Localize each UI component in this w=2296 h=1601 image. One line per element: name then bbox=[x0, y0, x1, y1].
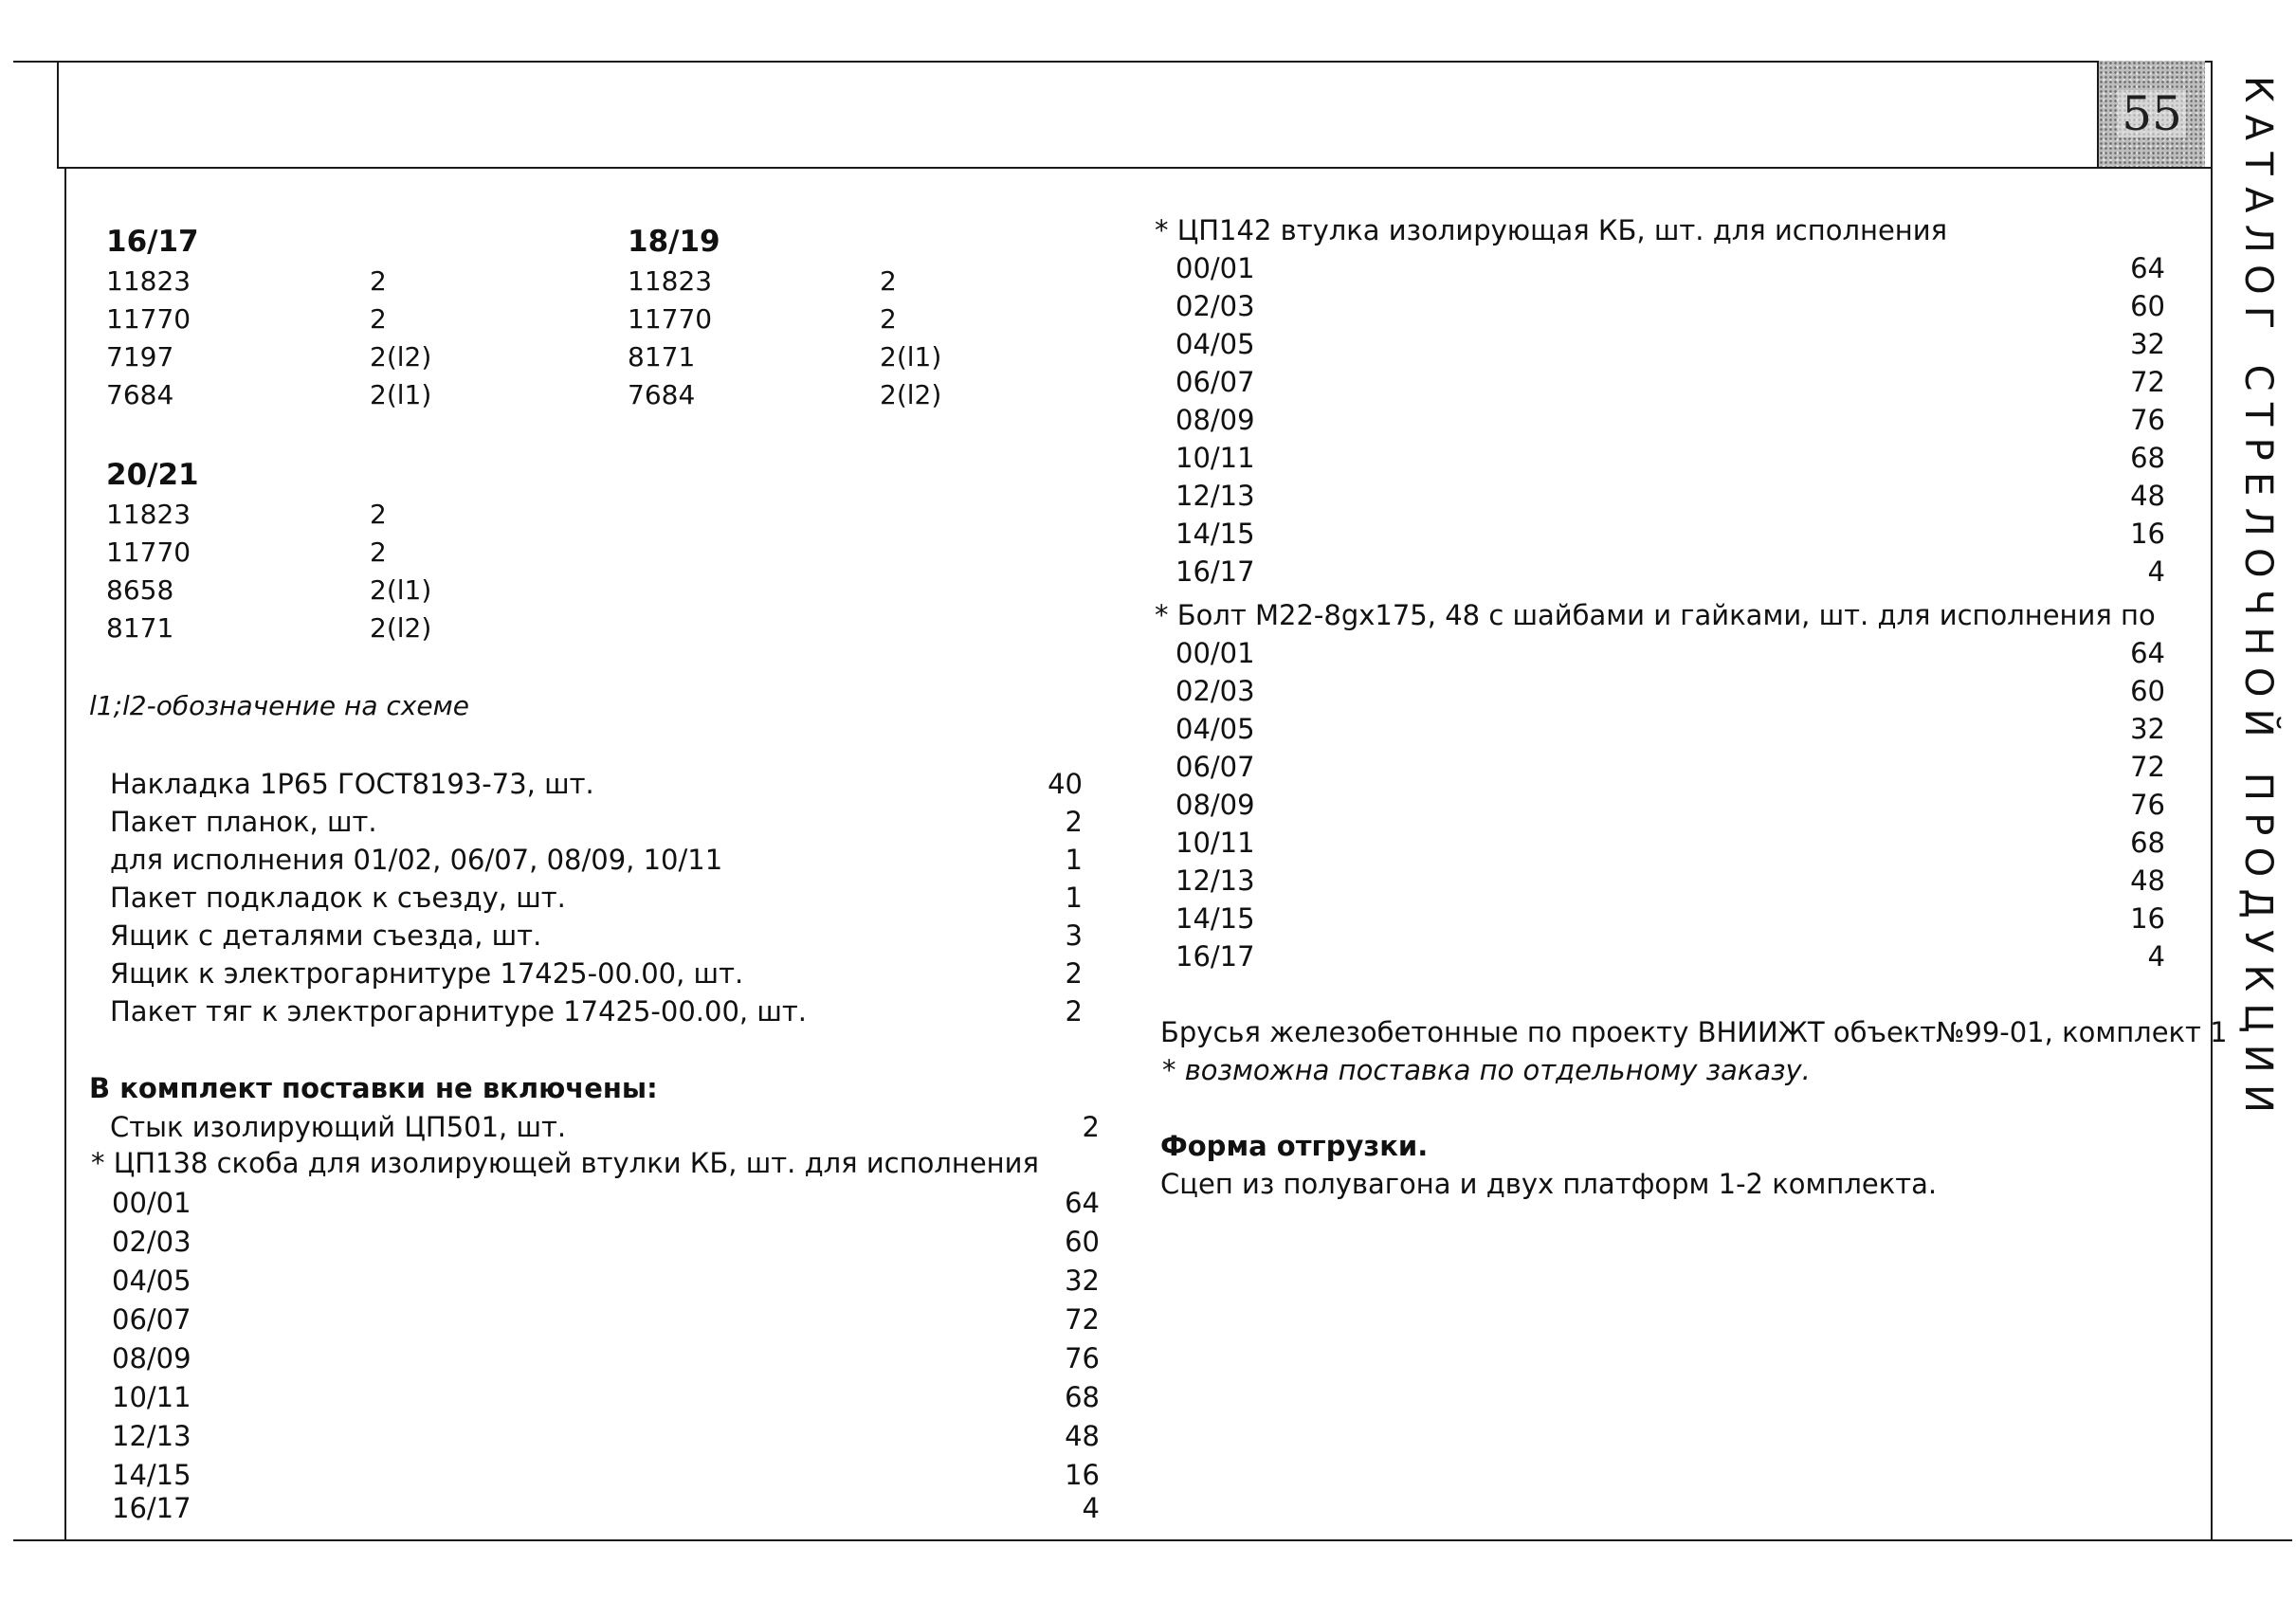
qty: 32 bbox=[2130, 713, 2165, 745]
variant: 16/17 bbox=[1175, 555, 1255, 588]
variant: 04/05 bbox=[1175, 328, 1255, 360]
page-number-badge bbox=[2097, 61, 2205, 167]
qty: 60 bbox=[1065, 1226, 1100, 1258]
item-label: Ящик к электрогарнитуре 17425-00.00, шт. bbox=[110, 957, 744, 990]
group-count: 2(l1) bbox=[370, 574, 432, 606]
table-row bbox=[112, 1379, 1100, 1415]
sleepers-line: Брусья железобетонные по проекту ВНИИЖТ объект№99-01, комплект 1 bbox=[1160, 1016, 2228, 1048]
variant: 08/09 bbox=[112, 1342, 191, 1374]
table-row bbox=[1175, 288, 2165, 324]
qty: 32 bbox=[2130, 328, 2165, 360]
item-label: Пакет планок, шт. bbox=[110, 806, 377, 838]
group-title: 20/21 bbox=[106, 458, 199, 492]
item-qty: 2 bbox=[1065, 957, 1083, 990]
group-count: 2 bbox=[370, 265, 387, 297]
table-row bbox=[1175, 711, 2165, 747]
table-row bbox=[1175, 554, 2165, 590]
group-count: 2 bbox=[370, 499, 387, 530]
bolt-title: * Болт М22-8gх175, 48 с шайбами и гайками, шт. для исполнения по bbox=[1155, 599, 2156, 631]
item-label: Пакет тяг к электрогарнитуре 17425-00.00, шт. bbox=[110, 995, 807, 1028]
qty: 4 bbox=[2147, 555, 2165, 588]
group-count: 2 bbox=[880, 303, 897, 335]
table-row bbox=[1175, 901, 2165, 937]
qty: 60 bbox=[2130, 290, 2165, 322]
qty: 16 bbox=[2130, 518, 2165, 550]
group-code: 11823 bbox=[106, 499, 191, 530]
table-row bbox=[112, 1185, 1100, 1221]
group-count: 2(l2) bbox=[880, 379, 942, 410]
variant: 06/07 bbox=[112, 1303, 191, 1336]
variant: 12/13 bbox=[1175, 480, 1255, 512]
qty: 72 bbox=[1065, 1303, 1100, 1336]
variant: 14/15 bbox=[112, 1459, 191, 1491]
table-row bbox=[1175, 673, 2165, 709]
group-count: 2(l2) bbox=[370, 612, 432, 644]
item-label: для исполнения 01/02, 06/07, 08/09, 10/11 bbox=[110, 844, 723, 876]
shipping-text: Сцеп из полувагона и двух платформ 1-2 комплекта. bbox=[1160, 1168, 1938, 1200]
list-item bbox=[110, 766, 1083, 802]
table-row bbox=[112, 1490, 1100, 1526]
variant: 16/17 bbox=[112, 1492, 191, 1524]
item-qty: 2 bbox=[1082, 1111, 1100, 1143]
variant: 06/07 bbox=[1175, 751, 1255, 783]
variant: 14/15 bbox=[1175, 518, 1255, 550]
variant: 00/01 bbox=[1175, 252, 1255, 284]
variant: 16/17 bbox=[1175, 940, 1255, 973]
variant: 00/01 bbox=[1175, 637, 1255, 669]
side-title bbox=[2210, 76, 2295, 1125]
list-item bbox=[110, 842, 1083, 878]
variant: 04/05 bbox=[1175, 713, 1255, 745]
variant: 10/11 bbox=[112, 1381, 191, 1413]
qty: 4 bbox=[1082, 1492, 1100, 1524]
list-item bbox=[110, 1109, 1100, 1145]
group-code: 11770 bbox=[106, 303, 191, 335]
list-item bbox=[110, 880, 1083, 916]
group-code: 11823 bbox=[628, 265, 713, 297]
table-row bbox=[112, 1418, 1100, 1454]
item-label: Ящик с деталями съезда, шт. bbox=[110, 919, 542, 952]
group-count: 2(l1) bbox=[880, 341, 942, 373]
sleepers-note: * возможна поставка по отдельному заказу. bbox=[1162, 1054, 1811, 1086]
variant: 00/01 bbox=[112, 1187, 191, 1219]
variant: 08/09 bbox=[1175, 789, 1255, 821]
group-title: 18/19 bbox=[628, 225, 720, 259]
variant: 12/13 bbox=[112, 1420, 191, 1452]
table-row bbox=[1175, 326, 2165, 362]
list-item bbox=[110, 993, 1083, 1029]
item-qty: 40 bbox=[1048, 768, 1083, 800]
group-code: 7197 bbox=[106, 341, 174, 373]
qty: 72 bbox=[2130, 751, 2165, 783]
table-row bbox=[112, 1340, 1100, 1376]
table-row bbox=[112, 1301, 1100, 1337]
variant: 14/15 bbox=[1175, 902, 1255, 935]
table-row bbox=[1175, 787, 2165, 823]
group-count: 2 bbox=[370, 303, 387, 335]
group-code: 8171 bbox=[628, 341, 696, 373]
qty: 48 bbox=[2130, 480, 2165, 512]
item-qty: 1 bbox=[1065, 844, 1083, 876]
list-item bbox=[110, 918, 1083, 954]
top-rule bbox=[13, 61, 2213, 63]
table-row bbox=[1175, 478, 2165, 514]
item-qty: 2 bbox=[1065, 995, 1083, 1028]
bracket-title: * ЦП138 скоба для изолирующей втулки КБ, шт. для исполнения bbox=[91, 1147, 1039, 1179]
qty: 68 bbox=[2130, 442, 2165, 474]
qty: 64 bbox=[1065, 1187, 1100, 1219]
list-item bbox=[110, 804, 1083, 840]
group-count: 2 bbox=[370, 537, 387, 568]
item-qty: 3 bbox=[1065, 919, 1083, 952]
variant: 12/13 bbox=[1175, 864, 1255, 897]
table-row bbox=[1175, 749, 2165, 785]
table-row bbox=[1175, 825, 2165, 861]
qty: 76 bbox=[2130, 789, 2165, 821]
variant: 02/03 bbox=[1175, 675, 1255, 707]
bushing-title: * ЦП142 втулка изолирующая КБ, шт. для исполнения bbox=[1155, 214, 1948, 246]
qty: 64 bbox=[2130, 637, 2165, 669]
item-label: Стык изолирующий ЦП501, шт. bbox=[110, 1111, 567, 1143]
left-frame-rule bbox=[57, 61, 59, 169]
table-row bbox=[1175, 938, 2165, 974]
variant: 10/11 bbox=[1175, 827, 1255, 859]
group-code: 7684 bbox=[106, 379, 174, 410]
table-row bbox=[112, 1263, 1100, 1299]
variant: 08/09 bbox=[1175, 404, 1255, 436]
qty: 76 bbox=[2130, 404, 2165, 436]
qty: 60 bbox=[2130, 675, 2165, 707]
bottom-rule bbox=[13, 1539, 2292, 1541]
item-qty: 2 bbox=[1065, 806, 1083, 838]
legend-note: l1;l2-обозначение на схеме bbox=[89, 690, 469, 721]
item-qty: 1 bbox=[1065, 882, 1083, 914]
qty: 4 bbox=[2147, 940, 2165, 973]
qty: 68 bbox=[2130, 827, 2165, 859]
group-code: 8658 bbox=[106, 574, 174, 606]
shipping-heading: Форма отгрузки. bbox=[1160, 1130, 1429, 1162]
not-included-heading: В комплект поставки не включены: bbox=[89, 1072, 658, 1104]
qty: 16 bbox=[1065, 1459, 1100, 1491]
qty: 68 bbox=[1065, 1381, 1100, 1413]
variant: 02/03 bbox=[112, 1226, 191, 1258]
group-code: 8171 bbox=[106, 612, 174, 644]
variant: 06/07 bbox=[1175, 366, 1255, 398]
table-row bbox=[112, 1224, 1100, 1260]
group-code: 11770 bbox=[106, 537, 191, 568]
item-label: Накладка 1Р65 ГОСТ8193-73, шт. bbox=[110, 768, 594, 800]
header-bottom-rule bbox=[57, 167, 2213, 169]
table-row bbox=[1175, 364, 2165, 400]
group-count: 2 bbox=[880, 265, 897, 297]
group-count: 2(l2) bbox=[370, 341, 432, 373]
side-title-text: КАТАЛОГ СТРЕЛОЧНОЙ ПРОДУКЦИИ bbox=[2236, 76, 2280, 1125]
qty: 16 bbox=[2130, 902, 2165, 935]
table-row bbox=[1175, 440, 2165, 476]
qty: 48 bbox=[1065, 1420, 1100, 1452]
table-row bbox=[1175, 863, 2165, 899]
qty: 32 bbox=[1065, 1264, 1100, 1297]
qty: 72 bbox=[2130, 366, 2165, 398]
page-number: 55 bbox=[2118, 90, 2186, 137]
group-code: 7684 bbox=[628, 379, 696, 410]
variant: 02/03 bbox=[1175, 290, 1255, 322]
list-item bbox=[110, 955, 1083, 992]
table-row bbox=[1175, 250, 2165, 286]
variant: 10/11 bbox=[1175, 442, 1255, 474]
group-title: 16/17 bbox=[106, 225, 199, 259]
table-row bbox=[1175, 635, 2165, 671]
variant: 04/05 bbox=[112, 1264, 191, 1297]
group-code: 11823 bbox=[106, 265, 191, 297]
qty: 48 bbox=[2130, 864, 2165, 897]
table-row bbox=[1175, 402, 2165, 438]
group-count: 2(l1) bbox=[370, 379, 432, 410]
qty: 64 bbox=[2130, 252, 2165, 284]
left-body-rule bbox=[64, 167, 66, 1539]
table-row bbox=[112, 1457, 1100, 1493]
table-row bbox=[1175, 516, 2165, 552]
group-code: 11770 bbox=[628, 303, 713, 335]
qty: 76 bbox=[1065, 1342, 1100, 1374]
item-label: Пакет подкладок к съезду, шт. bbox=[110, 882, 566, 914]
